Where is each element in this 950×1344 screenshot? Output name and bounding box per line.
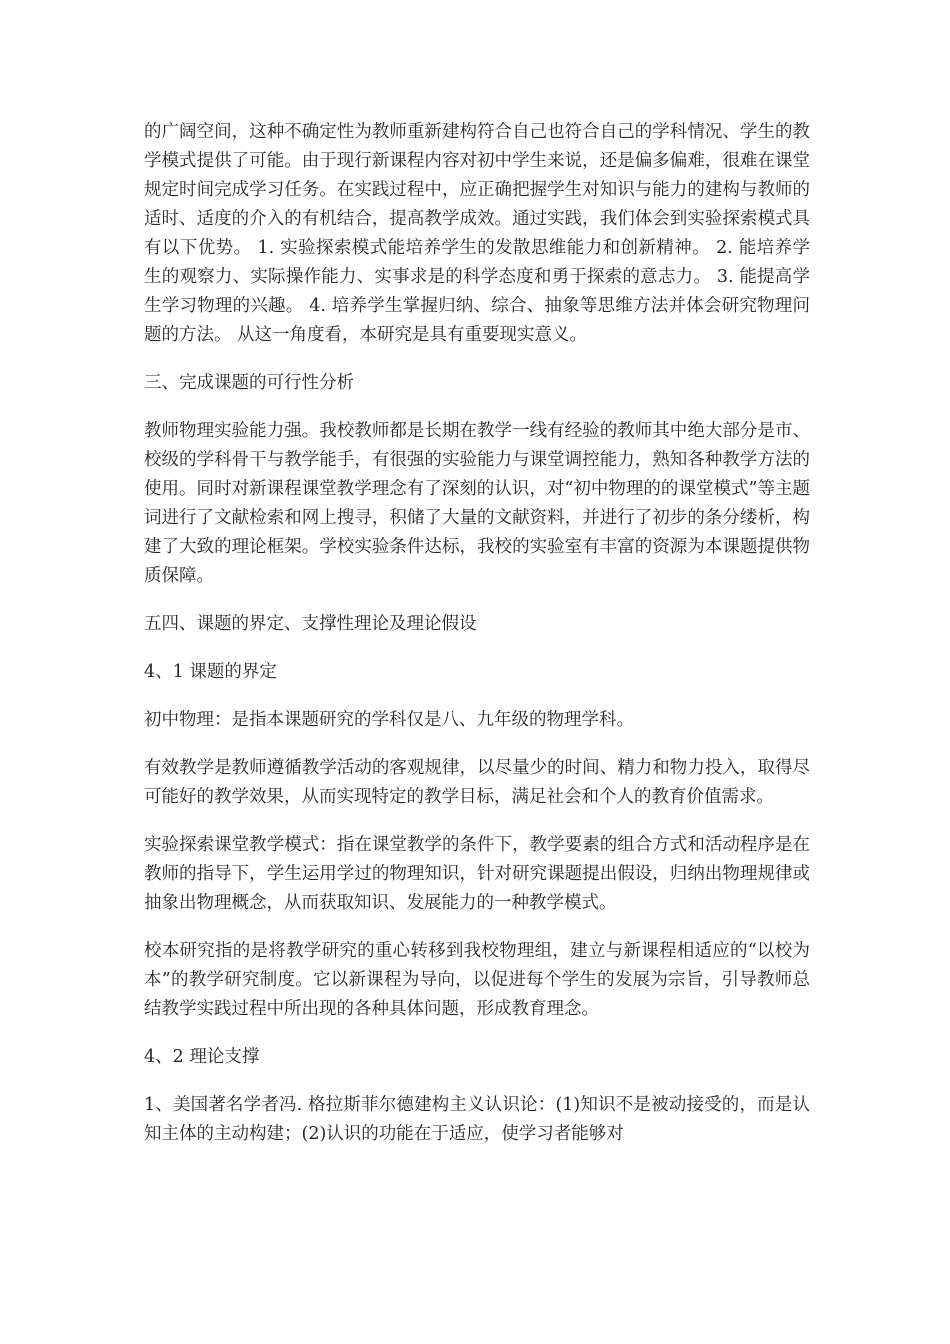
paragraph-constructivism: 1、美国著名学者冯. 格拉斯菲尔德建构主义认识论：(1)知识不是被动接受的，而是认知主体的主动构建；(2)认识的功能在于适应，使学习者能够对 bbox=[144, 1095, 810, 1144]
section-heading-definition-theory: 五四、课题的界定、支撑性理论及理论假设 bbox=[144, 614, 477, 634]
paragraph-school-research: 校本研究指的是将教学研究的重心转移到我校物理组，建立与新课程相适应的“以校为本”的教学研究制度。它以新课程为导向，以促进每个学生的发展为宗旨，引导教师总结教学实践过程中所出现的各种具体问题，形成教育理念。 bbox=[144, 941, 810, 1019]
paragraph-experiment-model: 实验探索课堂教学模式：指在课堂教学的条件下，教学要素的组合方式和活动程序是在教师的指导下，学生运用学过的物理知识，针对研究课题提出假设，归纳出物理规律或抽象出物理概念，从而获取知识、发展能力的一种教学模式。 bbox=[144, 835, 810, 913]
paragraph-effective-teaching: 有效教学是教师遵循教学活动的客观规律，以尽量少的时间、精力和物力投入，取得尽可能好的教学效果，从而实现特定的教学目标，满足社会和个人的教育价值需求。 bbox=[144, 758, 810, 807]
section-heading-feasibility: 三、完成课题的可行性分析 bbox=[144, 373, 354, 393]
subsection-heading-theory: 4、2 理论支撑 bbox=[144, 1047, 260, 1067]
paragraph-feasibility: 教师物理实验能力强。我校教师都是长期在教学一线有经验的教师其中绝大部分是市、校级的学科骨干与教学能手，有很强的实验能力与课堂调控能力，熟知各种教学方法的使用。同时对新课程课堂教学理念有了深刻的认识，对“初中物理的的课堂模式”等主题词进行了文献检索和网上搜寻，积储了大量的文献资料，并进行了初步的条分缕析，构建了大致的理论框架。学校实验条件达标，我校的实验室有丰富的资源为本课题提供物质保障。 bbox=[144, 421, 810, 586]
paragraph-junior-physics: 初中物理：是指本课题研究的学科仅是八、九年级的物理学科。 bbox=[144, 710, 634, 730]
document-body bbox=[144, 118, 810, 1168]
paragraph-intro-continuation: 的广阔空间，这种不确定性为教师重新建构符合自己也符合自己的学科情况、学生的教学模式提供了可能。由于现行新课程内容对初中学生来说，还是偏多偏难，很难在课堂规定时间完成学习任务。在实践过程中，应正确把握学生对知识与能力的建构与教师的适时、适度的介入的有机结合，提高教学成效。通过实践，我们体会到实验探索模式具有以下优势。 1. 实验探索模式能培养学生的发散思维能力和创新精神。 2. 能培养学生的观察力、实际操作能力、实事求是的科学态度和勇于探索的意志力。 3. 能提高学生学习物理的兴趣。 4. 培养学生掌握归纳、综合、抽象等思维方法并体会研究物理问题的方法。 从这一角度看，本研究是具有重要现实意义。 bbox=[144, 122, 810, 345]
subsection-heading-definition: 4、1 课题的界定 bbox=[144, 662, 277, 682]
